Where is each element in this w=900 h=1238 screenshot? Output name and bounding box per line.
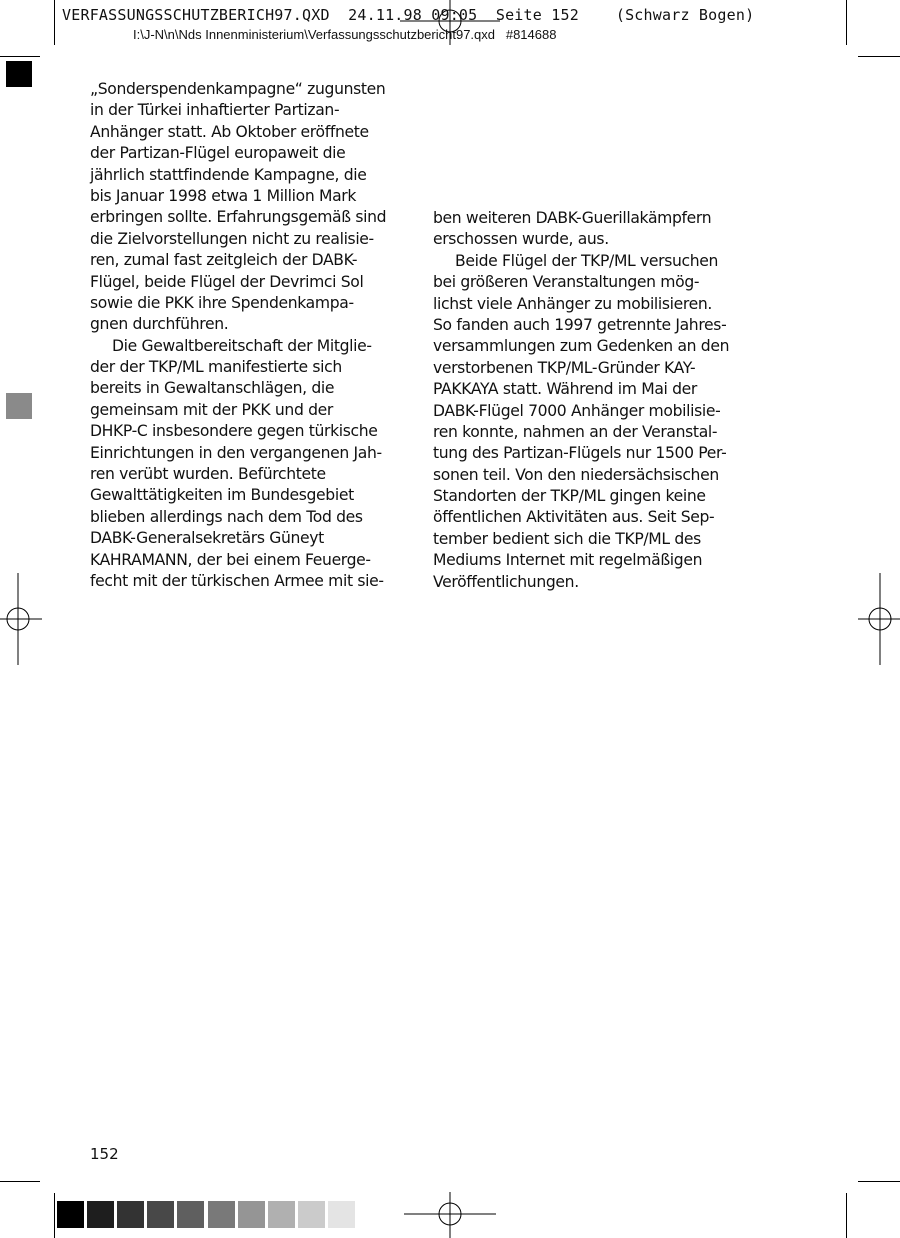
- text-line: öffentlichen Aktivitäten aus. Seit Sep-: [433, 508, 715, 527]
- text-line: KAHRAMANN, der bei einem Feuerge-: [90, 550, 371, 569]
- text-line: gnen durchführen.: [90, 315, 229, 334]
- registration-mark-bottom: [404, 1192, 496, 1238]
- gray-swatch: [238, 1201, 265, 1228]
- text-line: ren, zumal fast zeitgleich der DABK-: [90, 251, 358, 270]
- text-line: Veröffentlichungen.: [433, 572, 579, 591]
- gray-swatch: [208, 1201, 235, 1228]
- print-slug: VERFASSUNGSSCHUTZBERICH97.QXD 24.11.98 09:05 Seite 152 (Schwarz Bogen): [62, 6, 755, 24]
- text-line: tung des Partizan-Flügels nur 1500 Per-: [433, 444, 727, 463]
- right-column: [433, 208, 745, 593]
- text-line: DABK-Flügel 7000 Anhänger mobilisie-: [433, 401, 721, 420]
- text-line: erschossen wurde, aus.: [433, 230, 609, 249]
- gray-swatch: [268, 1201, 295, 1228]
- text-line: der der TKP/ML manifestierte sich: [90, 358, 342, 377]
- text-line: Die Gewaltbereitschaft der Mitglie-: [112, 336, 372, 355]
- text-line: Beide Flügel der TKP/ML versuchen: [455, 251, 719, 270]
- text-line: sonen teil. Von den niedersächsischen: [433, 465, 719, 484]
- text-line: jährlich stattfindende Kampagne, die: [90, 165, 367, 184]
- text-line: ren verübt wurden. Befürchtete: [90, 465, 326, 484]
- gray-swatch: [117, 1201, 144, 1228]
- text-line: ben weiteren DABK-Guerillakämpfern: [433, 209, 712, 227]
- text-line: ren konnte, nahmen an der Veranstal-: [433, 422, 718, 441]
- text-line: So fanden auch 1997 getrennte Jahres-: [433, 315, 727, 334]
- text-line: fecht mit der türkischen Armee mit sie-: [90, 571, 384, 590]
- text-line: „Sonderspendenkampagne“ zugunsten: [90, 80, 386, 98]
- crop-mark-bottom-right-horizontal: [858, 1181, 900, 1182]
- black-section-marker: [6, 61, 32, 87]
- text-line: Gewalttätigkeiten im Bundesgebiet: [90, 486, 354, 505]
- text-line: versammlungen zum Gedenken an den: [433, 337, 730, 356]
- text-line: DHKP-C insbesondere gegen türkische: [90, 422, 378, 441]
- crop-mark-top-right-vertical: [846, 0, 847, 45]
- page-number: 152: [90, 1145, 119, 1163]
- text-line: Einrichtungen in den vergangenen Jah-: [90, 443, 382, 462]
- text-line: in der Türkei inhaftierter Partizan-: [90, 101, 340, 120]
- left-column: [90, 79, 402, 592]
- registration-mark-left: [0, 573, 42, 665]
- gray-swatch: [177, 1201, 204, 1228]
- text-line: bis Januar 1998 etwa 1 Million Mark: [90, 186, 357, 205]
- crop-mark-top-left-vertical: [54, 0, 55, 45]
- text-line: Mediums Internet mit regelmäßigen: [433, 551, 703, 570]
- text-line: Standorten der TKP/ML gingen keine: [433, 487, 706, 506]
- text-line: verstorbenen TKP/ML-Gründer KAY-: [433, 358, 696, 377]
- crop-mark-bottom-left-vertical: [54, 1193, 55, 1238]
- text-line: gemeinsam mit der PKK und der: [90, 400, 333, 419]
- text-line: DABK-Generalsekretärs Güneyt: [90, 529, 324, 548]
- text-line: erbringen sollte. Erfahrungsgemäß sind: [90, 208, 387, 227]
- gray-swatch: [147, 1201, 174, 1228]
- crop-mark-bottom-left-horizontal: [0, 1181, 40, 1182]
- text-line: der Partizan-Flügel europaweit die: [90, 144, 346, 163]
- text-line: Flügel, beide Flügel der Devrimci Sol: [90, 272, 364, 291]
- text-line: blieben allerdings nach dem Tod des: [90, 507, 363, 526]
- text-line: bei größeren Veranstaltungen mög-: [433, 273, 700, 292]
- gray-section-marker: [6, 393, 32, 419]
- text-line: tember bedient sich die TKP/ML des: [433, 529, 701, 548]
- text-line: PAKKAYA statt. Während im Mai der: [433, 380, 697, 399]
- text-line: die Zielvorstellungen nicht zu realisie-: [90, 229, 374, 248]
- gray-swatch: [87, 1201, 114, 1228]
- crop-mark-bottom-right-vertical: [846, 1193, 847, 1238]
- gray-swatch: [57, 1201, 84, 1228]
- crop-mark-top-left-horizontal: [0, 56, 40, 57]
- text-line: Anhänger statt. Ab Oktober eröffnete: [90, 122, 369, 141]
- file-path: I:\J-N\n\Nds Innenministerium\Verfassungsschutzbericht97.qxd #814688: [133, 27, 557, 42]
- text-line: bereits in Gewaltanschlägen, die: [90, 379, 335, 398]
- text-line: sowie die PKK ihre Spendenkampa-: [90, 293, 354, 312]
- gray-swatch: [328, 1201, 355, 1228]
- registration-mark-right: [858, 573, 900, 665]
- text-line: lichst viele Anhänger zu mobilisieren.: [433, 294, 712, 313]
- gray-swatch: [298, 1201, 325, 1228]
- crop-mark-top-right-horizontal: [858, 56, 900, 57]
